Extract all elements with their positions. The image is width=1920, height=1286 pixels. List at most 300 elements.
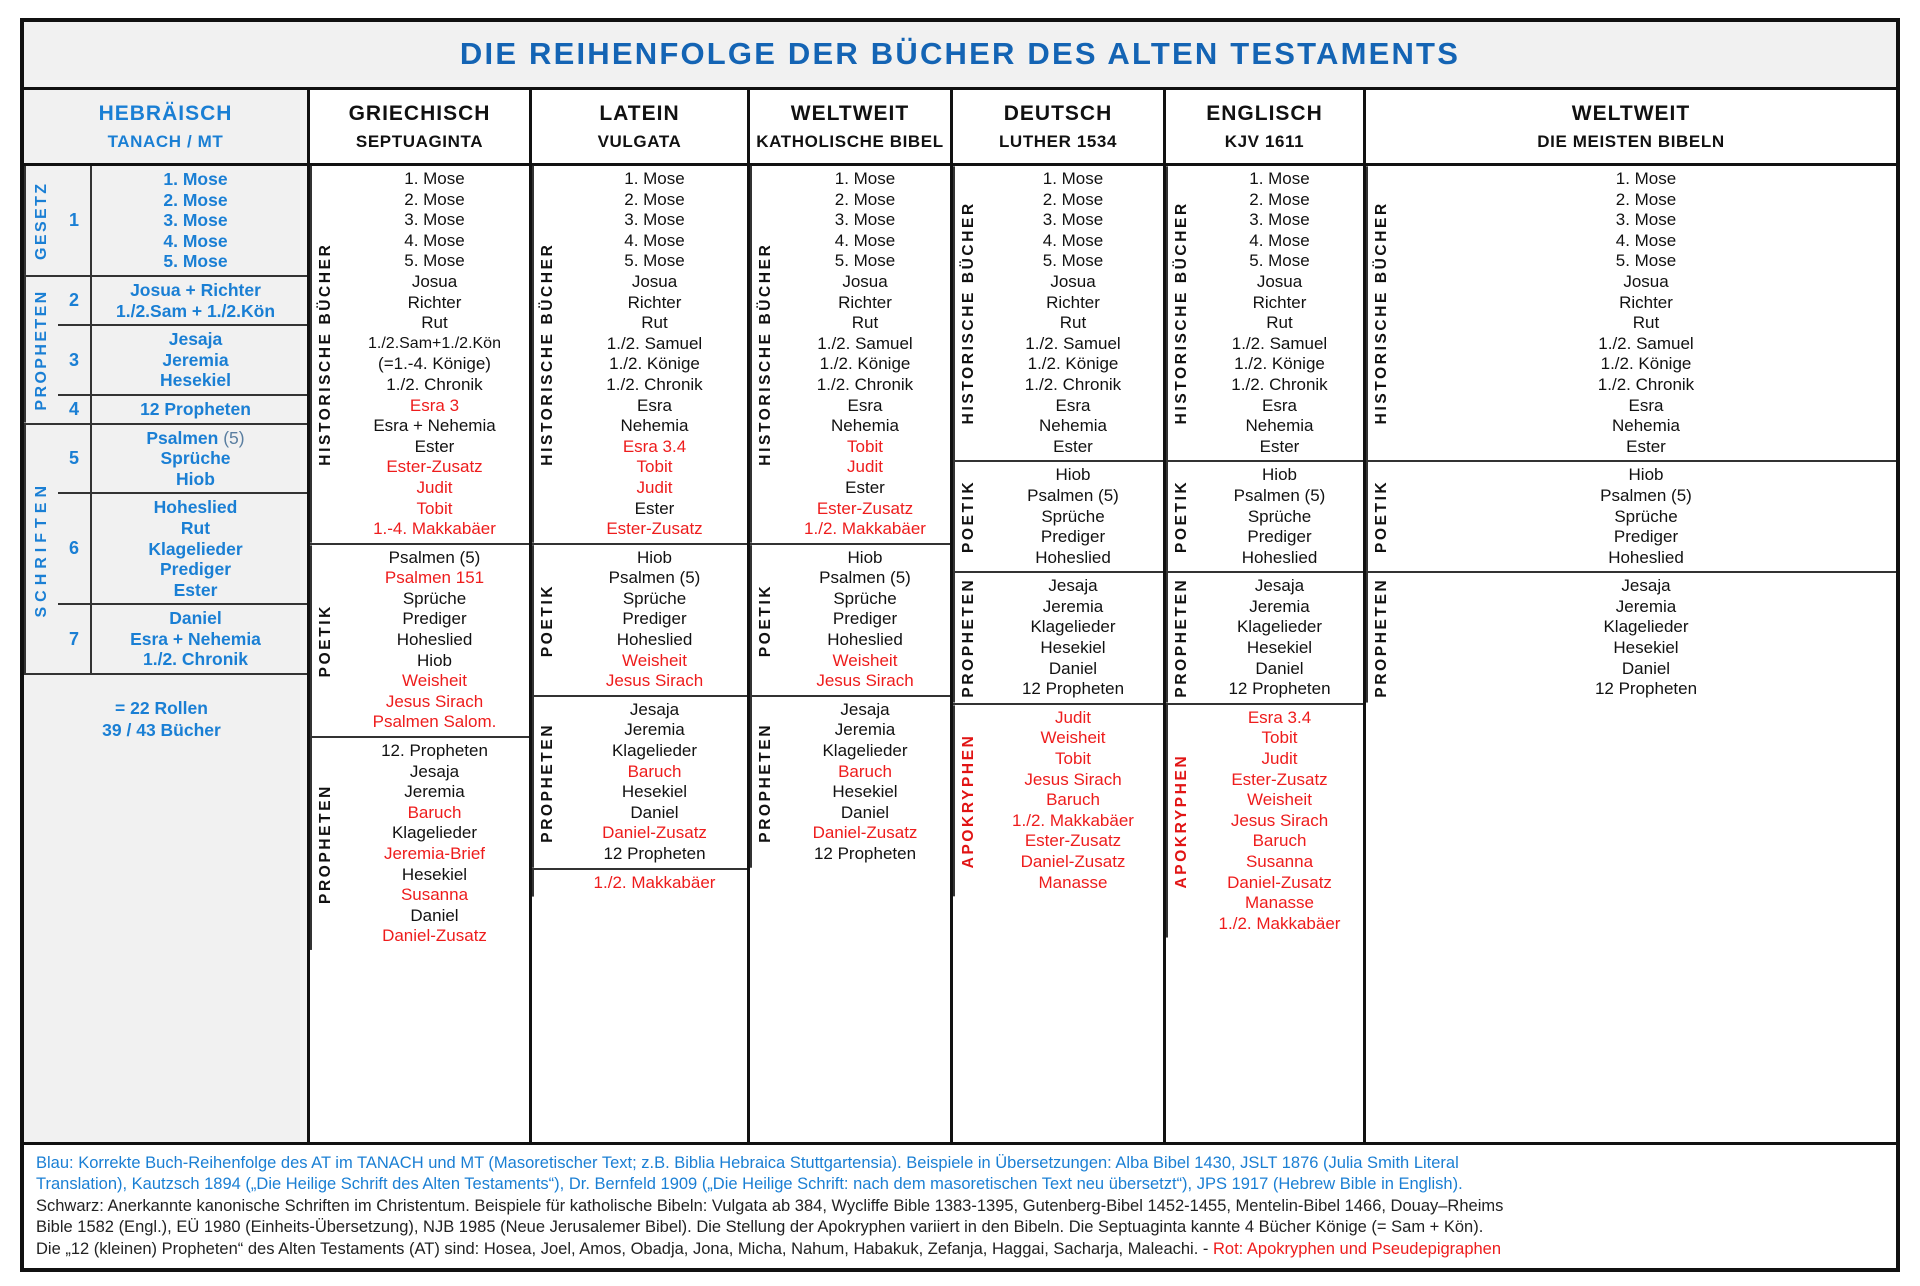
hebrew-section-gesetz: [24, 166, 307, 277]
book-entry: Hoheslied: [1035, 547, 1111, 567]
column-header-2: [310, 90, 532, 163]
book-entry: 12 Propheten: [1021, 679, 1125, 699]
hebrew-total-line: 39 / 43 Bücher: [102, 720, 221, 741]
book-entry: 1./2. Könige: [609, 354, 700, 374]
book-entry: Psalmen (5): [1233, 485, 1326, 505]
book-entry: Klagelieder: [822, 741, 908, 761]
book-entry: 1./2. Makkabäer: [1218, 913, 1341, 933]
book-entry: Hesekiel: [401, 864, 468, 884]
book-entry: Hesekiel: [621, 782, 688, 802]
book-entry: Esra 3.4: [622, 436, 687, 456]
chart-frame: [20, 18, 1900, 1272]
book-entry: Sprüche: [622, 588, 687, 608]
book-entry: Jeremia: [1615, 596, 1677, 616]
book-entry: 1./2. Samuel: [817, 333, 913, 353]
book-entry: Rut: [641, 313, 668, 333]
book-entry: 12 Propheten: [603, 844, 706, 863]
book-entry: 2. Mose: [624, 189, 685, 209]
book-entry: Sprüche: [1247, 506, 1312, 526]
book-entry: Weisheit: [1040, 728, 1106, 748]
section-label: PROPHETEN: [1366, 573, 1396, 703]
column-header-language: GRIECHISCH: [348, 102, 491, 125]
book-entry: 5. Mose: [1249, 251, 1310, 271]
book-entry: Hiob: [637, 547, 672, 567]
book-list: [1396, 166, 1896, 460]
book-entry: Hoheslied: [827, 630, 903, 650]
book-entry: 5. Mose: [404, 251, 465, 271]
book-entry: 1./2. Samuel: [1598, 333, 1694, 353]
luther-body: [953, 166, 1163, 1142]
kjv-body: [1166, 166, 1363, 1142]
book-entry: Hesekiel: [1040, 638, 1106, 658]
book-entry: Klagelieder: [1603, 617, 1689, 637]
column-luther: [953, 166, 1166, 1142]
book-entry: Nehemia: [1611, 416, 1681, 436]
table-row: [58, 166, 307, 275]
book-entry: Tobit: [636, 457, 673, 477]
section-historische-bücher: [532, 166, 747, 545]
book-entry: 1./2. Chronik: [816, 374, 914, 394]
column-header-language: WELTWEIT: [1571, 102, 1691, 125]
book-entry: 3. Mose: [1249, 210, 1310, 230]
book-entry: 1./2. Samuel: [1231, 333, 1328, 353]
section-label: HISTORISCHE BÜCHER: [310, 166, 340, 543]
book-entry: Hesekiel: [1246, 638, 1313, 658]
book-entry: Hiob: [176, 468, 215, 489]
septuaginta-body: [310, 166, 529, 1142]
book-list: [1196, 462, 1363, 571]
book-entry: Jeremia-Brief: [383, 844, 486, 863]
book-list: [780, 545, 950, 695]
book-entry: 4. Mose: [1249, 230, 1310, 250]
column-header-language: LATEIN: [599, 102, 680, 125]
book-entry: Josua: [1050, 271, 1096, 291]
book-entry: 12 Propheten: [813, 844, 917, 863]
book-entry: Judit: [1055, 707, 1091, 727]
book-list: [983, 573, 1163, 703]
book-list: [1196, 166, 1363, 460]
section-label: PROPHETEN: [310, 738, 340, 950]
column-header-edition: DIE MEISTEN BIBELN: [1537, 132, 1725, 151]
section-label: HISTORISCHE BÜCHER: [1366, 166, 1396, 460]
book-entry: Daniel-Zusatz: [1227, 872, 1332, 892]
book-entry: Esra + Nehemia: [130, 628, 261, 649]
legend-line: [36, 1239, 1886, 1261]
book-list: [780, 697, 950, 868]
column-header-language: HEBRÄISCH: [98, 102, 233, 125]
hebrew-section-propheten: [24, 277, 307, 425]
hebrew-row-group: [58, 425, 307, 674]
book-entry: 4. Mose: [404, 230, 465, 250]
book-entry: 12. Propheten: [381, 741, 488, 761]
hebrew-group-number: 3: [58, 326, 92, 394]
book-entry: 2. Mose: [1042, 189, 1104, 209]
book-entry: Josua: [1256, 271, 1303, 291]
book-entry: Tobit: [416, 498, 453, 518]
section-poetik: [1166, 462, 1363, 573]
book-entry: 1./2. Makkabäer: [593, 872, 716, 892]
book-entry: Hoheslied: [153, 497, 238, 518]
book-entry: Ester: [414, 436, 455, 456]
column-header-row: [24, 90, 1896, 166]
book-entry: Nehemia: [830, 416, 900, 436]
book-entry: 4. Mose: [1615, 230, 1677, 250]
book-entry: 3. Mose: [624, 210, 685, 230]
column-header-6: [1166, 90, 1366, 163]
hebrew-book-list: [92, 396, 307, 423]
section-label: HISTORISCHE BÜCHER: [953, 166, 983, 460]
book-entry: Hesekiel: [832, 782, 898, 802]
book-entry: Josua: [631, 271, 678, 291]
book-list: [562, 545, 747, 695]
book-entry: 3. Mose: [834, 210, 896, 230]
book-entry: Rut: [1266, 313, 1293, 333]
book-entry: 2. Mose: [404, 189, 465, 209]
legend-line: Blau: Korrekte Buch-Reihenfolge des AT im TANACH und MT (Masoretischer Text; z.B. Biblia Hebraica Stuttgartensia). Beispiele in Übersetzungen: Alba Bibel 1430, JSLT 1876 (Julia Smith Literal: [36, 1153, 1459, 1172]
page-title: DIE REIHENFOLGE DER BÜCHER DES ALTEN TESTAMENTS: [459, 36, 1461, 71]
hebrew-book-list: [92, 326, 307, 394]
book-entry: 1./2. Samuel: [606, 333, 703, 353]
book-entry: Jeremia: [1042, 596, 1104, 616]
book-entry: Klagelieder: [1030, 617, 1116, 637]
book-entry: Jesaja: [629, 699, 680, 719]
book-entry: Esra + Nehemia: [373, 416, 496, 436]
section-propheten: [1366, 573, 1896, 703]
book-entry: Jesaja: [840, 699, 890, 719]
book-entry: Rut: [180, 517, 211, 538]
book-entry: Richter: [1252, 292, 1307, 312]
book-entry: Klagelieder: [611, 741, 698, 761]
book-entry: 1. Mose: [1249, 169, 1310, 188]
title-bar: [24, 22, 1896, 90]
book-entry: Esra: [1262, 395, 1297, 415]
book-entry: Josua: [842, 271, 888, 291]
book-entry: 1./2. Chronik: [606, 374, 703, 394]
book-entry: Rut: [851, 313, 879, 333]
column-header-7: [1366, 90, 1896, 163]
book-list: [340, 166, 529, 543]
vulgata-sections: [532, 166, 747, 1142]
book-entry: Esra: [1055, 395, 1091, 415]
hebrew-group-number: 1: [58, 166, 92, 275]
book-entry: Baruch: [1046, 790, 1100, 810]
book-entry: Daniel-Zusatz: [382, 926, 487, 946]
book-entry: Prediger: [1040, 527, 1106, 547]
book-list: [340, 545, 529, 736]
hebrew-book-list: [92, 494, 307, 603]
legend-line: Bible 1582 (Engl.), EÜ 1980 (Einheits-Übersetzung), NJB 1985 (Neue Jerusalemer Bibel). Die Stellung der Apokryphen variiert in den Bibeln. Die Septuaginta kannte 4 Bücher Könige (= Sam + Kön).: [36, 1218, 1484, 1236]
book-entry: Nehemia: [1245, 416, 1314, 436]
book-entry: Hoheslied: [1608, 547, 1684, 567]
book-entry: Jeremia: [404, 782, 465, 802]
legend-line: Schwarz: Anerkannte kanonische Schriften im Christentum. Beispiele für katholische Bibeln: Vulgata ab 384, Wycliffe Bible 1383-1395, Gutenberg-Bibel 1452-1455, Mentelin-Bibel 1466, Douay–Rheims: [36, 1196, 1504, 1215]
table-row: [58, 277, 307, 326]
book-entry: Susanna: [400, 885, 469, 905]
section-historische-bücher: [750, 166, 950, 545]
book-entry: Jesus Sirach: [385, 691, 484, 711]
book-entry: Baruch: [627, 761, 682, 781]
section-label: PROPHETEN: [750, 697, 780, 868]
book-entry: Manasse: [1038, 872, 1108, 892]
book-entry: Baruch: [838, 761, 892, 781]
section-historische-bücher: [310, 166, 529, 545]
book-entry: Klagelieder: [148, 538, 243, 559]
book-entry: Susanna: [1245, 852, 1314, 871]
book-entry: Psalmen 151: [384, 568, 485, 588]
book-entry: Klagelieder: [1236, 617, 1323, 637]
book-entry: Hiob: [1262, 465, 1297, 485]
book-entry: Judit: [636, 477, 673, 497]
book-entry: Hiob: [417, 650, 452, 670]
book-entry: Jesus Sirach: [816, 671, 914, 691]
book-entry: 1./2. Könige: [819, 354, 911, 374]
book-entry: Psalmen (5): [1600, 485, 1692, 505]
book-entry: Esra: [1628, 395, 1664, 415]
book-entry: 1.-4. Makkabäer: [373, 519, 496, 539]
section-poetik: [310, 545, 529, 738]
column-header-edition: VULGATA: [597, 132, 682, 151]
book-list: [780, 166, 950, 543]
hebrew-book-list: [92, 605, 307, 673]
book-entry: 4. Mose: [1042, 230, 1104, 250]
book-entry: 1. Mose: [404, 169, 465, 188]
section-label: HISTORISCHE BÜCHER: [1166, 166, 1196, 460]
book-entry: 1./2. Chronik: [142, 649, 249, 670]
book-entry: 12 Propheten: [1594, 679, 1698, 699]
book-entry: Esra 3: [409, 395, 460, 415]
section-propheten: [750, 697, 950, 868]
column-vulgata: [532, 166, 750, 1142]
book-entry: Rut: [421, 313, 448, 333]
column-katholische: [750, 166, 953, 1142]
book-entry: 3. Mose: [1615, 210, 1677, 230]
katholische-sections: [750, 166, 950, 1142]
book-entry: 5. Mose: [163, 251, 228, 272]
hebrew-section-label: PROPHETEN: [24, 277, 58, 423]
book-entry: 1. Mose: [1615, 169, 1677, 188]
hebrew-sections: [24, 166, 307, 675]
book-entry: Baruch: [1252, 831, 1307, 851]
section-label: [532, 870, 562, 897]
meisten-sections: [1366, 166, 1896, 1142]
section-label: POETIK: [953, 462, 983, 571]
book-list: [562, 870, 747, 897]
book-entry: 12 Propheten: [1228, 679, 1331, 699]
book-entry: 2. Mose: [163, 189, 228, 210]
hebrew-book-list: [92, 425, 307, 493]
septuaginta-sections: [310, 166, 529, 1142]
book-entry: Prediger: [402, 609, 467, 629]
section-label: PROPHETEN: [532, 697, 562, 868]
book-entry: Psalmen (5): [819, 568, 911, 588]
hebrew-group-number: 4: [58, 396, 92, 423]
book-entry: Josua: [1623, 271, 1669, 291]
book-entry: Sprüche: [1041, 506, 1105, 526]
book-entry: Richter: [1619, 292, 1673, 312]
section-poetik: [532, 545, 747, 697]
book-entry: Ester-Zusatz: [1024, 831, 1122, 851]
book-entry: Prediger: [1247, 527, 1312, 547]
katholische-body: [750, 166, 950, 1142]
section-label: POETIK: [1166, 462, 1196, 571]
hebrew-totals: [24, 675, 307, 741]
book-entry: 4. Mose: [624, 230, 685, 250]
hebrew-section-schriften: [24, 425, 307, 676]
book-entry: Sprüche: [833, 588, 897, 608]
hebrew-section-label: GESETZ: [24, 166, 58, 275]
book-entry: Ester-Zusatz: [816, 498, 914, 518]
section-historische-bücher: [953, 166, 1163, 462]
book-entry: Richter: [627, 292, 682, 312]
book-entry: 1./2. Chronik: [1231, 374, 1328, 394]
book-entry: Esra: [847, 395, 883, 415]
book-entry: Esra 3.4: [1247, 707, 1312, 727]
book-entry: 1./2. Chronik: [386, 374, 483, 394]
book-entry: 1./2. Makkabäer: [804, 519, 926, 539]
book-entry: (=1.-4. Könige): [378, 354, 491, 374]
column-kjv: [1166, 166, 1366, 1142]
section-label: HISTORISCHE BÜCHER: [750, 166, 780, 543]
book-entry: 5. Mose: [624, 251, 685, 271]
column-header-language: DEUTSCH: [1003, 102, 1113, 125]
book-entry: Prediger: [1613, 527, 1679, 547]
section-label: HISTORISCHE BÜCHER: [532, 166, 562, 543]
book-entry: 1. Mose: [624, 169, 685, 188]
book-entry: Psalmen (5): [608, 568, 701, 588]
book-entry: Josua: [411, 271, 458, 291]
book-entry: Hesekiel: [1613, 638, 1679, 658]
book-list: [340, 738, 529, 950]
book-entry: Prediger: [832, 609, 898, 629]
column-hebrew-tanach: [24, 166, 310, 1142]
book-entry: Judit: [1261, 749, 1298, 769]
hebrew-column-body: [24, 166, 307, 1142]
book-entry: Jesus Sirach: [1230, 810, 1329, 830]
book-entry: 1. Mose: [163, 169, 228, 189]
hebrew-group-number: 5: [58, 425, 92, 493]
section-label: POETIK: [310, 545, 340, 736]
book-entry: Sprüche: [402, 588, 467, 608]
hebrew-total-line: = 22 Rollen: [115, 698, 208, 719]
book-entry: Sprüche: [160, 448, 231, 469]
kjv-sections: [1166, 166, 1363, 1142]
book-entry: Ester: [1626, 436, 1666, 456]
book-entry: 1./2. Chronik: [1597, 374, 1695, 394]
book-entry: Hoheslied: [1241, 547, 1318, 567]
section-label: POETIK: [1366, 462, 1396, 571]
book-entry: Hiob: [847, 547, 883, 567]
book-entry: Ester-Zusatz: [386, 457, 483, 477]
book-entry: Daniel-Zusatz: [1020, 852, 1126, 871]
book-entry: Judit: [847, 457, 883, 477]
book-entry: Daniel: [840, 802, 890, 822]
book-entry: Hesekiel: [159, 370, 232, 391]
book-entry: Tobit: [1261, 728, 1298, 748]
book-entry: Jeremia: [162, 349, 229, 370]
book-entry: Tobit: [847, 436, 883, 456]
column-header-edition: KJV 1611: [1224, 132, 1305, 151]
book-entry: Hiob: [1628, 465, 1664, 485]
column-header-edition: KATHOLISCHE BIBEL: [756, 132, 944, 151]
book-entry: Ester-Zusatz: [606, 519, 703, 539]
book-entry: Josua + Richter: [130, 279, 261, 300]
book-entry: Weisheit: [832, 650, 898, 670]
column-meisten: [1366, 166, 1896, 1142]
section-apokryphen: [953, 705, 1163, 896]
hebrew-group-number: 6: [58, 494, 92, 603]
book-entry: 1./2.Sam + 1./2.Kön: [115, 300, 276, 321]
book-list: [983, 462, 1163, 571]
book-entry: Psalmen (5): [388, 547, 481, 567]
section-propheten: [1166, 573, 1363, 705]
book-entry: 4. Mose: [834, 230, 896, 250]
section-propheten: [953, 573, 1163, 705]
hebrew-book-list: [92, 277, 307, 324]
meisten-body: [1366, 166, 1896, 1142]
book-entry: 1./2.Sam+1./2.Kön: [368, 334, 501, 352]
book-entry: Psalmen (5): [146, 427, 245, 448]
book-entry: Jesaja: [1048, 576, 1098, 596]
table-row: [58, 605, 307, 673]
column-header-3: [532, 90, 750, 163]
table-row: [58, 326, 307, 396]
book-list: [1196, 573, 1363, 703]
book-entry: 1./2. Chronik: [1024, 374, 1122, 394]
book-entry: 5. Mose: [1615, 251, 1677, 271]
book-list: [562, 697, 747, 868]
section-label: POETIK: [532, 545, 562, 695]
column-header-edition: TANACH / MT: [107, 132, 224, 151]
book-entry: Jesaja: [1254, 576, 1305, 596]
hebrew-book-list: [92, 166, 307, 275]
book-entry: 3. Mose: [404, 210, 465, 230]
book-entry: 5. Mose: [834, 251, 896, 271]
book-entry: 1./2. Makkabäer: [1012, 810, 1134, 830]
book-entry: Jesaja: [1621, 576, 1671, 596]
column-header-1: [24, 90, 310, 163]
book-entry: Jesaja: [409, 761, 460, 781]
section-historische-bücher: [1166, 166, 1363, 462]
book-entry: Daniel: [1621, 658, 1671, 678]
book-entry: Jeremia: [1249, 596, 1310, 616]
book-entry: Weisheit: [402, 671, 467, 691]
legend-red-note: Rot: Apokryphen und Pseudepigraphen: [1212, 1239, 1502, 1258]
section-label: PROPHETEN: [953, 573, 983, 703]
book-entry: Rut: [1059, 313, 1087, 333]
table-row: [58, 494, 307, 605]
legend-line: Translation), Kautzsch 1894 („Die Heilige Schrift des Alten Testaments“), Dr. Bernfeld 1909 („Die Heilige Schrift: nach dem masoretischen Text neu übersetzt“), JPS 1917 (Hebrew Bible in English).: [36, 1175, 1463, 1193]
book-entry: Nehemia: [1038, 416, 1108, 436]
book-entry: Ester: [845, 477, 885, 497]
book-entry: Nehemia: [620, 416, 689, 436]
section-label: POETIK: [750, 545, 780, 695]
legend-text: Die „12 (kleinen) Propheten“ des Alten Testaments (AT) sind: Hosea, Joel, Amos, Obadja, Jona, Micha, Nahum, Habakuk, Zefanja, Haggai, Sacharja, Maleachi. -: [36, 1239, 1213, 1258]
book-entry: Daniel: [1255, 658, 1304, 678]
book-entry: Sprüche: [1614, 506, 1678, 526]
book-list: [562, 166, 747, 543]
book-entry: 1. Mose: [834, 169, 896, 188]
book-list: [1196, 705, 1363, 938]
column-header-5: [953, 90, 1166, 163]
book-entry: Weisheit: [1247, 790, 1312, 810]
section-historische-bücher: [1366, 166, 1896, 462]
section-propheten: [310, 738, 529, 950]
book-entry: Ester: [173, 579, 218, 600]
book-entry: 4. Mose: [163, 230, 228, 251]
book-entry: Judit: [416, 477, 453, 497]
hebrew-row-group: [58, 166, 307, 275]
book-entry: Jesaja: [168, 329, 223, 350]
